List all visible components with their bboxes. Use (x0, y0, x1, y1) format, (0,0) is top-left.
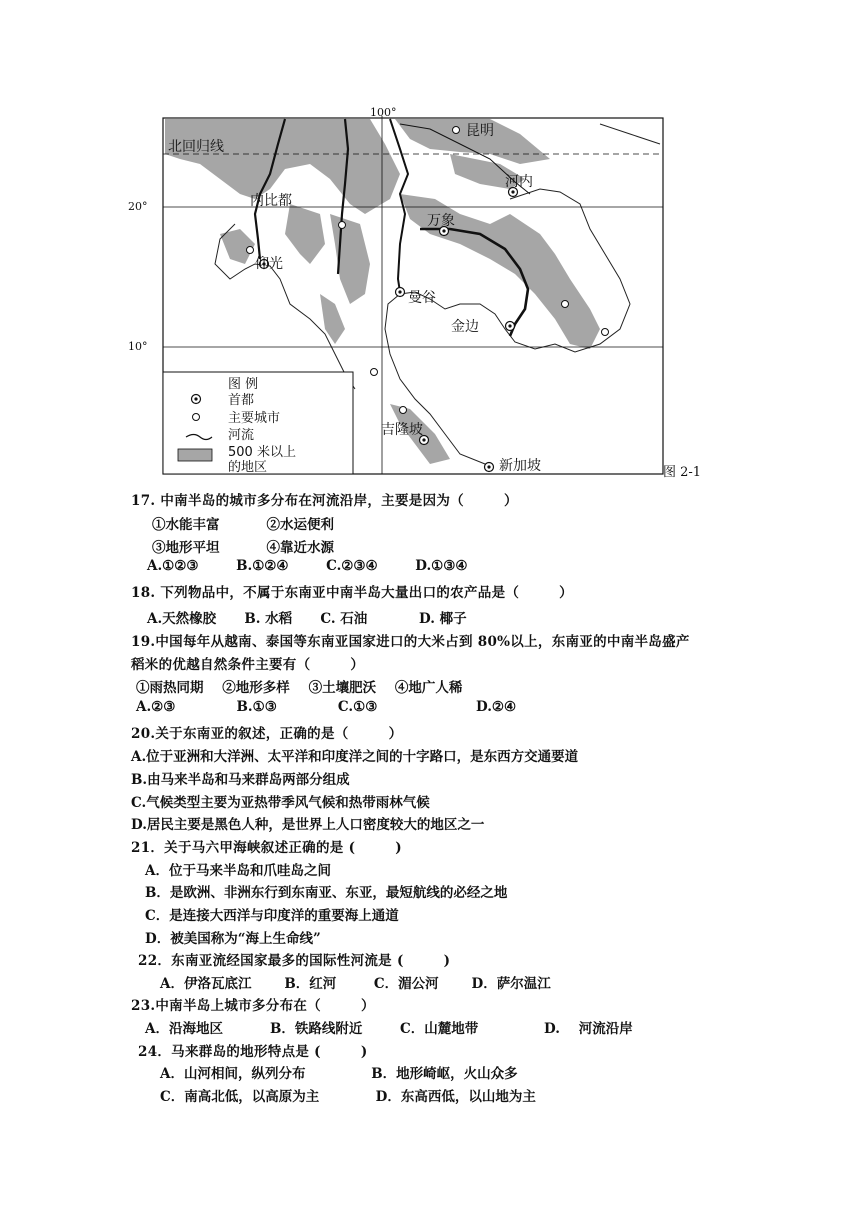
q21-stem: 21．关于马六甲海峡叙述正确的是 ( ) (131, 840, 402, 856)
figure-caption: 图 2-1 (663, 465, 702, 480)
city-label-vientiane: 万象 (427, 213, 455, 229)
q21-option-d: D．被美国称为“海上生命线” (145, 931, 321, 947)
city-label-singapore: 新加坡 (499, 458, 541, 474)
q20-stem: 20.关于东南亚的叙述，正确的是（ ） (131, 726, 403, 742)
lat-10-label: 10° (128, 340, 148, 353)
city-label-kuala-lumpur: 吉隆坡 (381, 422, 423, 438)
city-label-bangkok: 曼谷 (408, 290, 436, 306)
city-label-kunming: 昆明 (466, 123, 494, 139)
q22-stem: 22．东南亚流经国家最多的国际性河流是 ( ) (138, 953, 451, 969)
map-legend (163, 372, 353, 475)
tropic-label: 北回归线 (168, 139, 224, 155)
legend-river: 河流 (228, 428, 255, 443)
legend-elevation-line1: 500 米以上 (228, 445, 296, 460)
q22-answer-choices: A．伊洛瓦底江 B．红河 C．湄公河 D．萨尔温江 (160, 976, 551, 992)
q20-option-a: A.位于亚洲和大洋洲、太平洋和印度洋之间的十字路口，是东西方交通要道 (131, 749, 579, 765)
lat-20-label: 20° (128, 200, 148, 213)
q24-options-row1: A．山河相间，纵列分布 B．地形崎岖，火山众多 (160, 1066, 518, 1082)
legend-title: 图 例 (228, 377, 259, 392)
q17-stem: 17. 中南半岛的城市多分布在河流沿岸，主要是因为（ ） (131, 493, 518, 509)
q20-option-c: C.气候类型主要为亚热带季风气候和热带雨林气候 (131, 795, 430, 811)
city-label-hanoi: 河内 (505, 174, 533, 190)
q20-option-d: D.居民主要是黑色人种，是世界上人口密度较大的地区之一 (131, 817, 485, 833)
indochina-map (128, 104, 705, 476)
city-label-phnom-penh: 金边 (451, 319, 479, 335)
q17-answer-choices: A.①②③ B.①②④ C.②③④ D.①③④ (147, 558, 468, 574)
legend-city: 主要城市 (228, 411, 281, 426)
q18-answer-choices: A.天然橡胶 B. 水稻 C. 石油 D. 椰子 (147, 611, 467, 627)
q17-options-row2: ③地形平坦 ④靠近水源 (152, 540, 334, 556)
q23-answer-choices: A．沿海地区 B．铁路线附近 C．山麓地带 D. 河流沿岸 (145, 1021, 633, 1037)
q23-stem: 23.中南半岛上城市多分布在（ ） (131, 998, 375, 1014)
q19-stem-line1: 19.中国每年从越南、泰国等东南亚国家进口的大米占到 80%以上，东南亚的中南半岛盛产 (131, 634, 690, 650)
q18-stem: 18. 下列物品中，不属于东南亚中南半岛大量出口的农产品是（ ） (131, 585, 573, 601)
q19-options-row: ①雨热同期 ②地形多样 ③土壤肥沃 ④地广人稀 (136, 680, 463, 696)
legend-capital: 首都 (228, 393, 255, 408)
meridian-label: 100° (370, 106, 397, 119)
city-label-naypyidaw: 内比都 (250, 193, 292, 209)
q21-option-b: B．是欧洲、非洲东行到东南亚、东亚，最短航线的必经之地 (145, 885, 508, 901)
q19-stem-line2: 稻米的优越自然条件主要有（ ） (131, 657, 365, 673)
q20-option-b: B.由马来半岛和马来群岛两部分组成 (131, 772, 350, 788)
q21-option-c: C．是连接大西洋与印度洋的重要海上通道 (145, 908, 399, 924)
city-label-yangon: 仰光 (255, 256, 283, 272)
map-figure (128, 104, 705, 476)
q21-option-a: A．位于马来半岛和爪哇岛之间 (145, 863, 331, 879)
q24-stem: 24．马来群岛的地形特点是 ( ) (138, 1044, 368, 1060)
q24-options-row2: C．南高北低，以高原为主 D．东高西低，以山地为主 (160, 1089, 536, 1105)
legend-elevation-line2: 的地区 (228, 460, 268, 475)
q19-answer-choices: A.②③ B.①③ C.①③ D.②④ (136, 699, 517, 715)
q17-options-row1: ①水能丰富 ②水运便利 (152, 517, 334, 533)
